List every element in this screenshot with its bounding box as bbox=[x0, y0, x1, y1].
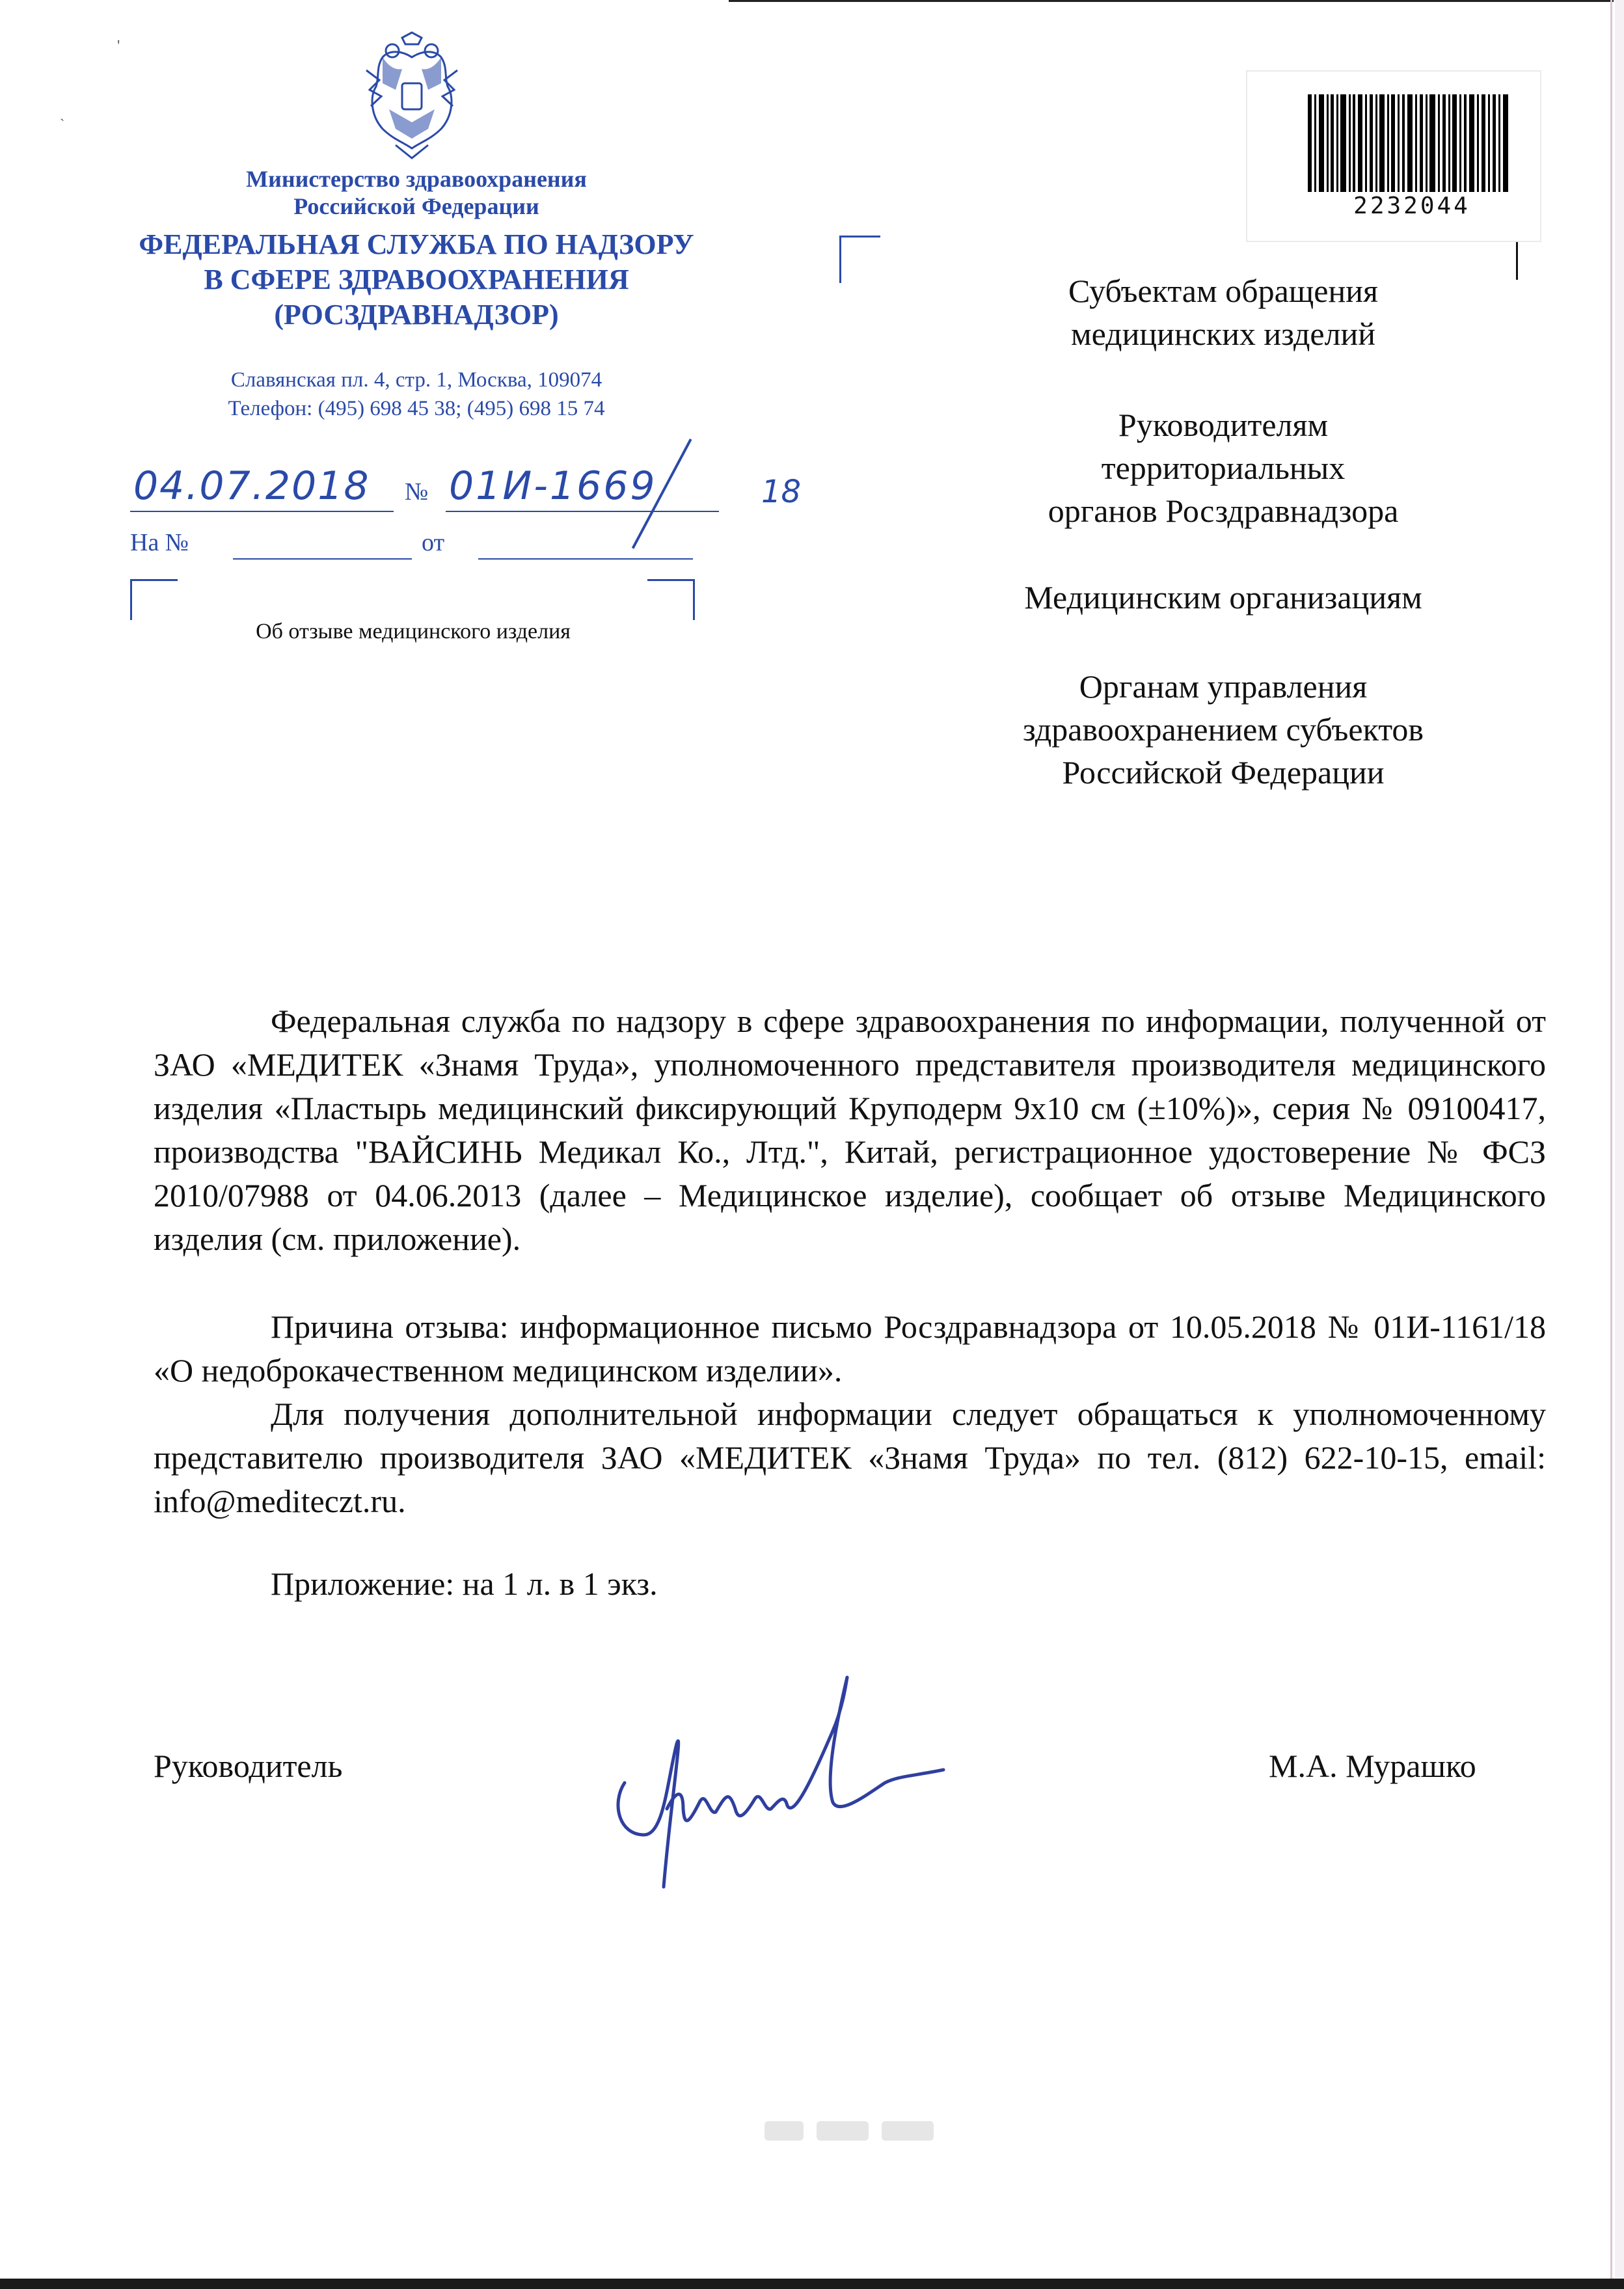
double-headed-eagle-icon bbox=[357, 31, 467, 161]
recipient-line: органов Росздравнадзора bbox=[1048, 493, 1399, 529]
sender-address: Славянская пл. 4, стр. 1, Москва, 109074 bbox=[230, 368, 602, 392]
recipient-line: Субъектам обращения bbox=[1068, 273, 1378, 309]
outgoing-number: 01И-1669 bbox=[449, 463, 657, 509]
reply-from-label: от bbox=[422, 529, 445, 556]
faint-stamp-mark bbox=[765, 2115, 940, 2147]
service-name-abbrev: (РОСЗДРАВНАДЗОР) bbox=[274, 299, 559, 331]
reply-to-underline bbox=[233, 558, 412, 560]
scan-right-line bbox=[1610, 0, 1612, 2289]
recipient-line: Российской Федерации bbox=[1062, 754, 1385, 791]
ministry-name: Министерство здравоохранения bbox=[246, 166, 587, 192]
scan-right-edge bbox=[1615, 0, 1624, 2289]
sender-phone: Телефон: (495) 698 45 38; (495) 698 15 74 bbox=[228, 397, 605, 420]
recipient-line: территориальных bbox=[1101, 450, 1346, 486]
reply-from-underline bbox=[478, 558, 693, 560]
number-underline bbox=[446, 511, 719, 512]
body-paragraph bbox=[154, 1305, 1546, 1392]
scan-speck: ' bbox=[117, 38, 120, 55]
service-name-line1: ФЕДЕРАЛЬНАЯ СЛУЖБА ПО НАДЗОРУ bbox=[139, 228, 694, 260]
recipient-block bbox=[898, 576, 1549, 619]
service-name-line2: В СФЕРЕ ЗДРАВООХРАНЕНИЯ bbox=[204, 264, 629, 295]
signatory-name: М.А. Мурашко bbox=[1269, 1748, 1476, 1784]
subject-bracket-right bbox=[647, 579, 695, 620]
body-paragraph-text: Федеральная служба по надзору в сфере здравоохранения по информации, полученной от ЗАО «МЕДИТЕК «Знамя Труда», уполномоченного представителя производителя медицинского изделия «Пластырь медицинский фиксирующий Круподерм 9х10 см (±10%)», серия № 09100417, производства "ВАЙСИНЬ Медикал Ко., Лтд.", Китай, регистрационное удостоверение № ФСЗ 2010/07988 от 04.06.2013 (далее – Медицинское изделие), сообщает об отзыве Медицинского изделия (см. приложение). bbox=[154, 1003, 1546, 1257]
address-bracket-left bbox=[839, 236, 880, 283]
recipient-line: Руководителям bbox=[1118, 407, 1329, 443]
barcode-icon bbox=[1308, 91, 1509, 195]
outgoing-number-suffix: 18 bbox=[761, 474, 802, 510]
recipient-line: медицинских изделий bbox=[1070, 316, 1376, 352]
scan-top-edge bbox=[729, 0, 1614, 2]
handwritten-signature bbox=[605, 1672, 969, 1906]
attachment-note: Приложение: на 1 л. в 1 экз. bbox=[271, 1565, 658, 1602]
letter-subject: Об отзыве медицинского изделия bbox=[256, 619, 571, 643]
recipient-block bbox=[898, 665, 1549, 794]
body-paragraph bbox=[154, 1392, 1546, 1523]
recipient-block bbox=[898, 269, 1549, 355]
ministry-country: Российской Федерации bbox=[293, 193, 539, 219]
scan-speck: ` bbox=[60, 116, 65, 132]
subject-bracket-left bbox=[130, 579, 178, 620]
recipient-line: здравоохранением субъектов bbox=[1022, 711, 1424, 748]
body-paragraph bbox=[154, 999, 1546, 1261]
scan-bottom-edge bbox=[0, 2279, 1624, 2289]
date-underline bbox=[130, 511, 394, 512]
recipient-line: Медицинским организациям bbox=[1024, 579, 1422, 616]
recipient-line: Органам управления bbox=[1079, 668, 1368, 705]
outgoing-date: 04.07.2018 bbox=[133, 463, 370, 509]
signatory-title: Руководитель bbox=[154, 1748, 343, 1784]
body-paragraph-text: Причина отзыва: информационное письмо Росздравнадзора от 10.05.2018 № 01И-1161/18 «О недоброкачественном медицинском изделии». bbox=[154, 1308, 1546, 1388]
body-paragraph-text: Для получения дополнительной информации следует обращаться к уполномоченному представителю производителя ЗАО «МЕДИТЕК «Знамя Труда» по тел. (812) 622-10-15, email: info@mediteczt.ru. bbox=[154, 1396, 1546, 1519]
recipient-block bbox=[898, 403, 1549, 532]
reply-to-label: На № bbox=[130, 529, 189, 556]
number-label: № bbox=[405, 478, 429, 506]
barcode-number: 2232044 bbox=[1353, 193, 1470, 219]
